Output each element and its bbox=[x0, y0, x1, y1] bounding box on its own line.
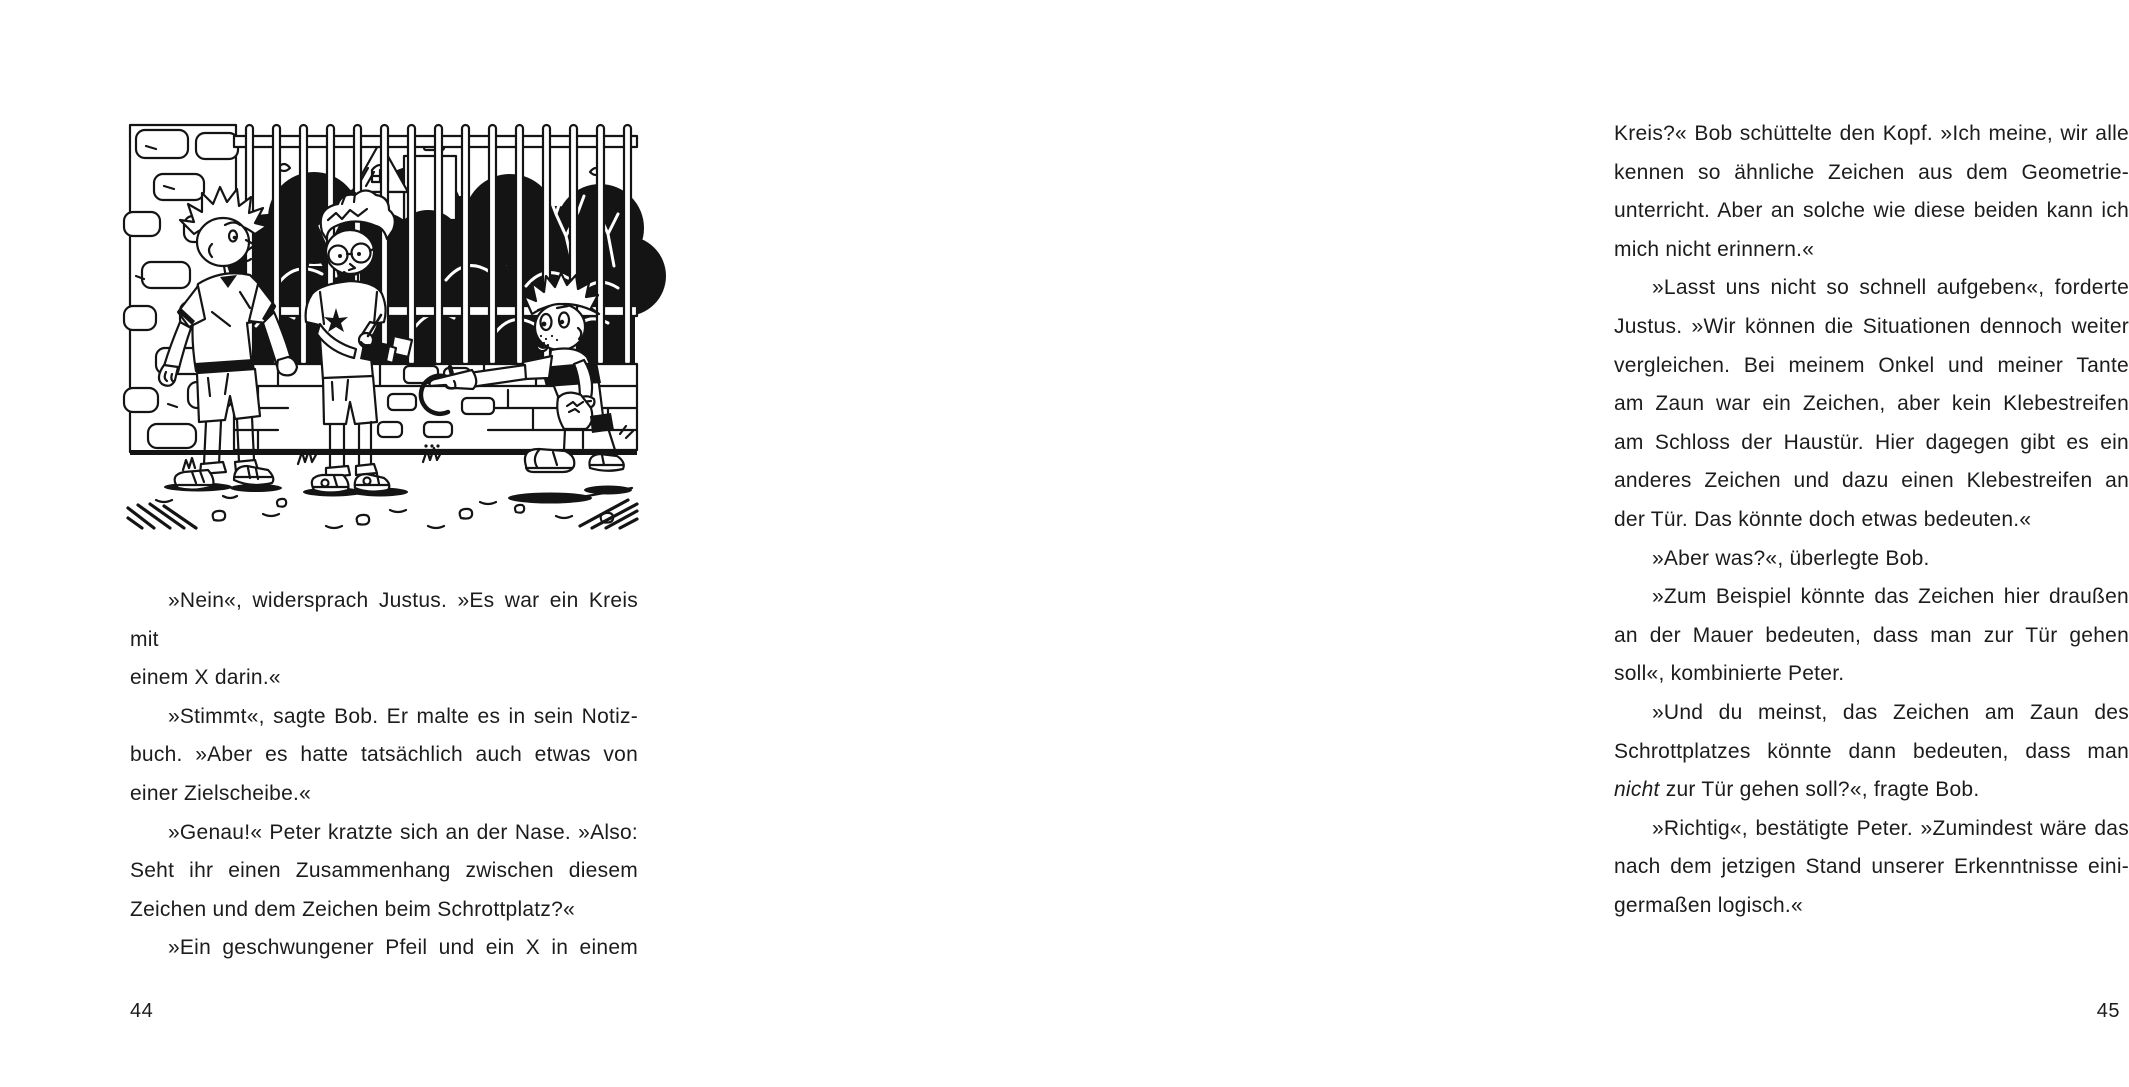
text-line: Seht ihr einen Zusammenhang zwischen diesem bbox=[130, 859, 638, 883]
text-line: unterricht. Aber an solche wie diese beiden kann ich bbox=[1614, 199, 2129, 223]
text-line: »Richtig«, bestätigte Peter. »Zumindest wäre das bbox=[1652, 816, 2129, 840]
text-line: »Aber was?«, überlegte Bob. bbox=[1652, 546, 1930, 570]
text-line: Kreis?« Bob schüttelte den Kopf. »Ich meine, wir alle bbox=[1614, 122, 2129, 145]
left-page-text bbox=[130, 582, 638, 968]
text-line: einem X darin.« bbox=[130, 666, 281, 690]
page-number-left: 44 bbox=[130, 1000, 154, 1022]
text-line: am Schloss der Haustür. Hier dagegen gibt es ein bbox=[1614, 430, 2129, 454]
text-line: Schrottplatzes könnte dann bedeuten, dass man bbox=[1614, 739, 2129, 763]
text-line bbox=[1614, 771, 2129, 810]
text-line: buch. »Aber es hatte tatsächlich auch etwas von bbox=[130, 743, 638, 767]
text-line: »Stimmt«, sagte Bob. Er malte es in sein Notiz- bbox=[168, 704, 638, 728]
illustration bbox=[128, 116, 637, 530]
text-segment: zur Tür gehen soll?«, fragte Bob. bbox=[1659, 778, 1980, 802]
text-line: »Nein«, widersprach Justus. »Es war ein Kreis mit bbox=[130, 589, 638, 651]
right-page bbox=[750, 0, 2129, 1087]
text-line: »Zum Beispiel könnte das Zeichen hier draußen bbox=[1652, 585, 2129, 609]
text-line: einer Zielscheibe.« bbox=[130, 781, 312, 805]
text-line: nach dem jetzigen Stand unserer Erkenntnisse eini- bbox=[1614, 855, 2129, 879]
text-line: der Tür. Das könnte doch etwas bedeuten.« bbox=[1614, 507, 2032, 531]
text-line: soll«, kombinierte Peter. bbox=[1614, 662, 1845, 686]
text-line: »Und du meinst, das Zeichen am Zaun des bbox=[1652, 700, 2129, 724]
page-number-right: 45 bbox=[2096, 1000, 2120, 1022]
text-line: »Lasst uns nicht so schnell aufgeben«, forderte bbox=[1652, 276, 2129, 300]
text-line: Justus. »Wir können die Situationen dennoch weiter bbox=[1614, 314, 2129, 338]
text-line: germaßen logisch.« bbox=[1614, 893, 1803, 917]
text-line: an der Mauer bedeuten, dass man zur Tür gehen bbox=[1614, 623, 2129, 647]
text-line: vergleichen. Bei meinem Onkel und meiner Tante bbox=[1614, 353, 2129, 377]
text-line: am Zaun war ein Zeichen, aber kein Klebestreifen bbox=[1614, 392, 2129, 416]
right-page-text bbox=[1614, 115, 2129, 925]
emphasized-word: nicht bbox=[1614, 778, 1660, 802]
left-page bbox=[0, 0, 750, 1087]
text-line: »Ein geschwungener Pfeil und ein X in einem bbox=[168, 936, 638, 960]
text-line: anderes Zeichen und dazu einen Klebestreifen an bbox=[1614, 469, 2129, 493]
text-line: »Genau!« Peter kratzte sich an der Nase. »Also: bbox=[168, 820, 638, 844]
illustration-scene bbox=[128, 116, 637, 530]
text-line: kennen so ähnliche Zeichen aus dem Geometrie- bbox=[1614, 160, 2129, 184]
text-line: Zeichen und dem Zeichen beim Schrottplatz?« bbox=[130, 897, 575, 921]
text-line: mich nicht erinnern.« bbox=[1614, 237, 1815, 261]
